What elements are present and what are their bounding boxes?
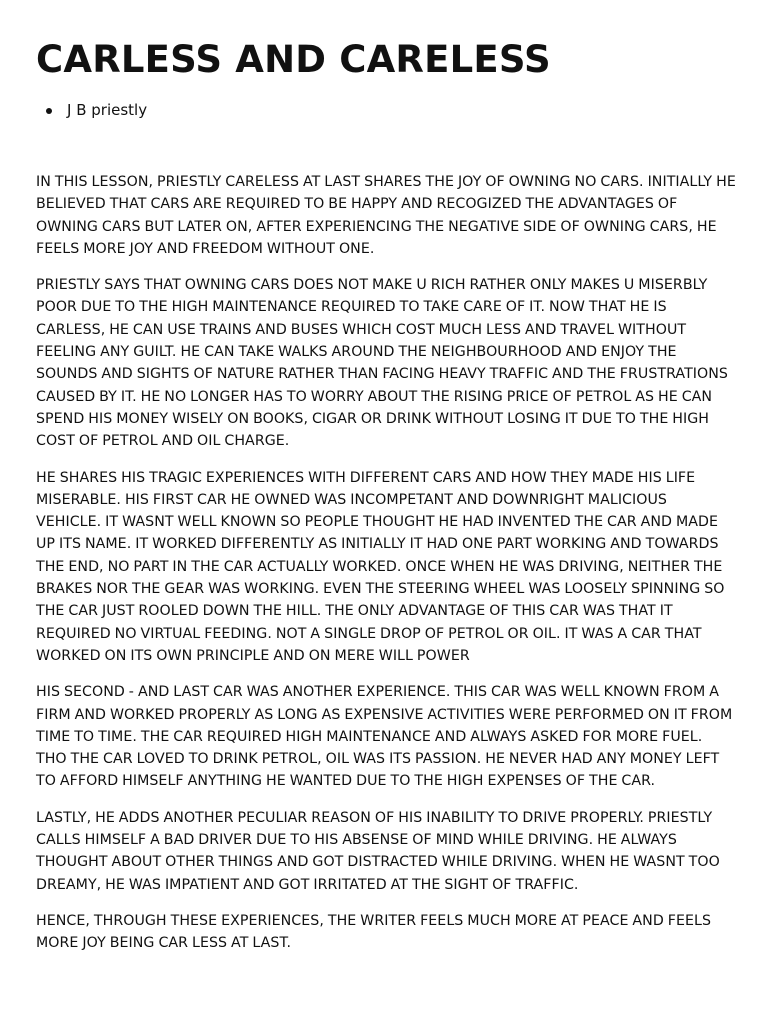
document-page xyxy=(36,0,736,969)
paragraph-intro: IN THIS LESSON, PRIESTLY CARELESS AT LAST SHARES THE JOY OF OWNING NO CARS. INITIALLY HE BELIEVED THAT CARS ARE REQUIRED TO BE HAPPY AND RECOGIZED THE ADVANTAGES OF OWNING CARS BUT LATER ON, AFTER EXPERIENCING THE NEGATIVE SIDE OF OWNING CARS, HE FEELS MORE JOY AND FREEDOM WITHOUT ONE. xyxy=(36,174,736,257)
paragraph-first-car: HE SHARES HIS TRAGIC EXPERIENCES WITH DIFFERENT CARS AND HOW THEY MADE HIS LIFE MISERABLE. HIS FIRST CAR HE OWNED WAS INCOMPETANT AND DOWNRIGHT MALICIOUS VEHICLE. IT WASNT WELL KNOWN SO PEOPLE THOUGHT HE HAD INVENTED THE CAR AND MADE UP ITS NAME. IT WORKED DIFFERENTLY AS INITIALLY IT HAD ONE PART WORKING AND TOWARDS THE END, NO PART IN THE CAR ACTUALLY WORKED. ONCE WHEN HE WAS DRIVING, NEITHER THE BRAKES NOR THE GEAR WAS WORKING. EVEN THE STEERING WHEEL WAS LOOSELY SPINNING SO THE CAR JUST ROOLED DOWN THE HILL. THE ONLY ADVANTAGE OF THIS CAR WAS THAT IT REQUIRED NO VIRTUAL FEEDING. NOT A SINGLE DROP OF PETROL OR OIL. IT WAS A CAR THAT WORKED ON ITS OWN PRINCIPLE AND ON MERE WILL POWER xyxy=(36,469,725,664)
author-list xyxy=(46,99,736,121)
paragraph-second-car: HIS SECOND - AND LAST CAR WAS ANOTHER EXPERIENCE. THIS CAR WAS WELL KNOWN FROM A FIRM AND WORKED PROPERLY AS LONG AS EXPENSIVE ACTIVITIES WERE PERFORMED ON IT FROM TIME TO TIME. THE CAR REQUIRED HIGH MAINTENANCE AND ALWAYS ASKED FOR MORE FUEL. THO THE CAR LOVED TO DRINK PETROL, OIL WAS ITS PASSION. HE NEVER HAD ANY MONEY LEFT TO AFFORD HIMSELF ANYTHING HE WANTED DUE TO THE HIGH EXPENSES OF THE CAR. xyxy=(36,684,733,790)
bullet-icon xyxy=(46,108,52,114)
author-name: J B priestly xyxy=(67,101,148,119)
author-list-item xyxy=(46,99,736,121)
paragraph-conclusion: HENCE, THROUGH THESE EXPERIENCES, THE WRITER FEELS MUCH MORE AT PEACE AND FEELS MORE JOY BEING CAR LESS AT LAST. xyxy=(36,912,712,952)
document-body xyxy=(36,171,736,955)
paragraph-carless-benefits: PRIESTLY SAYS THAT OWNING CARS DOES NOT MAKE U RICH RATHER ONLY MAKES U MISERBLY POOR DUE TO THE HIGH MAINTENANCE REQUIRED TO TAKE CARE OF IT. NOW THAT HE IS CARLESS, HE CAN USE TRAINS AND BUSES WHICH COST MUCH LESS AND TRAVEL WITHOUT FEELING ANY GUILT. HE CAN TAKE WALKS AROUND THE NEIGHBOURHOOD AND ENJOY THE SOUNDS AND SIGHTS OF NATURE RATHER THAN FACING HEAVY TRAFFIC AND THE FRUSTRATIONS CAUSED BY IT. HE NO LONGER HAS TO WORRY ABOUT THE RISING PRICE OF PETROL AS HE CAN SPEND HIS MONEY WISELY ON BOOKS, CIGAR OR DRINK WITHOUT LOSING IT DUE TO THE HIGH COST OF PETROL AND OIL CHARGE. xyxy=(36,277,728,450)
document-title: CARLESS AND CARELESS xyxy=(36,38,551,81)
paragraph-bad-driver: LASTLY, HE ADDS ANOTHER PECULIAR REASON OF HIS INABILITY TO DRIVE PROPERLY. PRIESTLY CALLS HIMSELF A BAD DRIVER DUE TO HIS ABSENSE OF MIND WHILE DRIVING. HE ALWAYS THOUGHT ABOUT OTHER THINGS AND GOT DISTRACTED WHILE DRIVING. WHEN HE WASNT TOO DREAMY, HE WAS IMPATIENT AND GOT IRRITATED AT THE SIGHT OF TRAFFIC. xyxy=(36,809,720,893)
